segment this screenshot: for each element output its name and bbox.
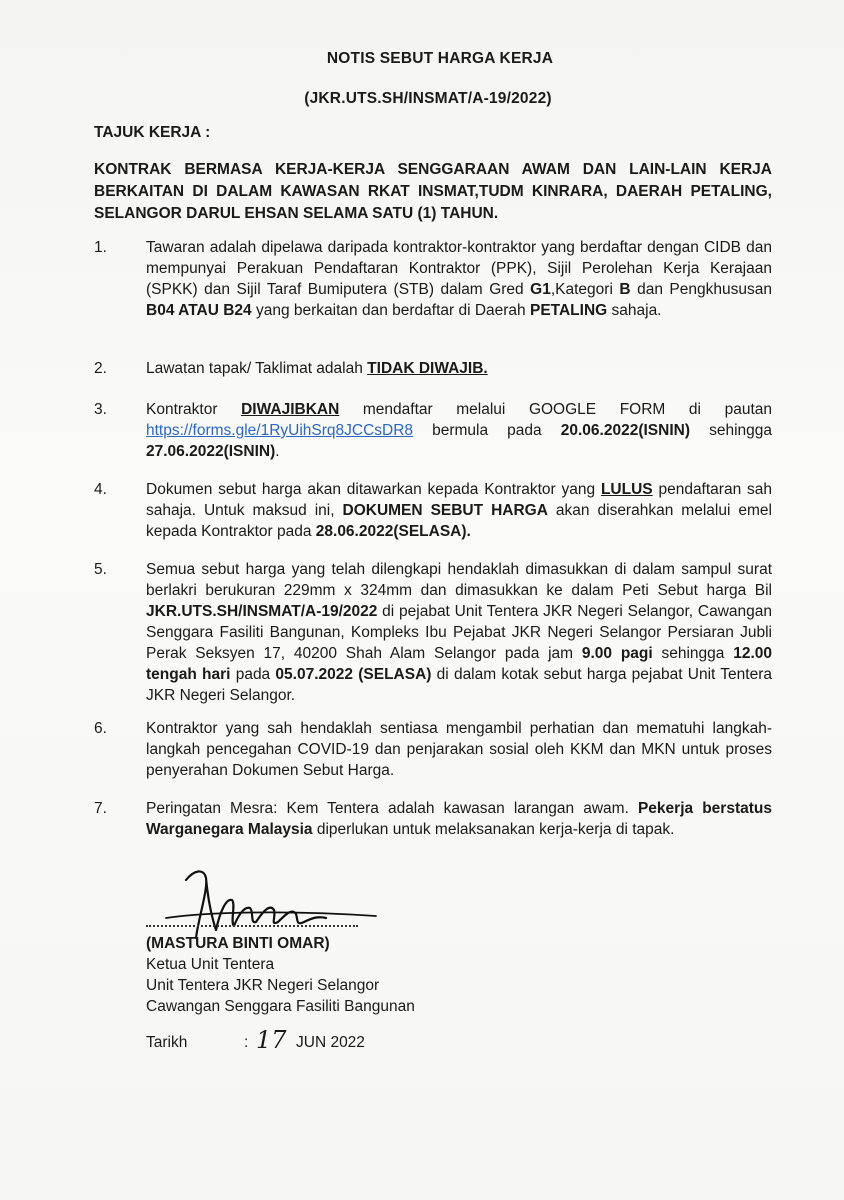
signatory-block: [146, 933, 415, 1017]
date-day-handwritten: 17: [256, 1026, 287, 1054]
signatory-name: (MASTURA BINTI OMAR): [146, 935, 330, 952]
item-number: 7.: [94, 800, 107, 817]
item-text-segment: Tawaran adalah dipelawa daripada kontraktor-kontraktor yang berdaftar dengan CIDB dan mempunyai Perakuan Pendaftaran Kontraktor (PPK), Sijil Perolehan Kerja Kerajaan (SPKK) dan Sijil Taraf Bumiputera (STB) dalam Gred: [146, 239, 772, 298]
list-item: [94, 718, 774, 781]
item-text-segment: akan diserahkan melalui emel kepada Kontraktor pada: [146, 502, 772, 540]
item-text-segment: dan Pengkhususan: [630, 281, 772, 298]
item-text-segment: diperlukan untuk melaksanakan kerja-kerja di tapak.: [312, 821, 675, 838]
item-text-segment: sahaja.: [607, 302, 662, 319]
list-item: [94, 399, 774, 462]
item-text: [146, 399, 772, 462]
item-text-bold: JKR.UTS.SH/INSMAT/A-19/2022: [146, 603, 378, 620]
date-label: Tarikh: [146, 1034, 188, 1051]
list-item: [94, 798, 774, 840]
item-text-segment: pendaftaran sah sahaja. Untuk maksud ini,: [146, 481, 773, 519]
item-text-segment: di dalam kotak sebut harga pejabat Unit Tentera JKR Negeri Selangor.: [146, 666, 772, 704]
item-text-bold: Pekerja berstatus Warganegara Malaysia: [146, 800, 772, 838]
item-number: 2.: [94, 360, 107, 377]
item-text-segment: ,Kategori: [550, 281, 620, 298]
item-number: 6.: [94, 720, 107, 737]
date-colon: :: [244, 1034, 249, 1051]
work-title-label: TAJUK KERJA :: [94, 124, 211, 141]
item-text: [146, 237, 772, 321]
date-month-year: JUN 2022: [296, 1034, 365, 1051]
work-title-text: KONTRAK BERMASA KERJA-KERJA SENGGARAAN AWAM DAN LAIN-LAIN KERJA BERKAITAN DI DALAM KAWASAN RKAT INSMAT,TUDM KINRARA, DAERAH PETALING, SELANGOR DARUL EHSAN SELAMA SATU (1) TAHUN.: [94, 161, 772, 222]
item-text-segment: di pejabat Unit Tentera JKR Negeri Selangor, Cawangan Senggara Fasiliti Bangunan, Kompleks Ibu Pejabat JKR Negeri Selangor Persiaran Jubli Perak Seksyen 17, 40200 Shah Alam Selangor pada jam: [146, 603, 772, 662]
item-number: 4.: [94, 481, 107, 498]
item-text-segment: bermula pada: [413, 422, 561, 439]
item-number: 3.: [94, 401, 107, 418]
list-item: [94, 237, 774, 321]
item-text-segment: sehingga: [652, 645, 734, 662]
item-text-segment: pada: [230, 666, 276, 683]
item-text-bold: 05.07.2022 (SELASA): [275, 666, 432, 683]
signatory-position: Ketua Unit Tentera: [146, 956, 275, 973]
item-number: 5.: [94, 561, 107, 578]
item-text: [146, 479, 772, 542]
signatory-branch: Cawangan Senggara Fasiliti Bangunan: [146, 998, 415, 1015]
item-text-bold: 28.06.2022(SELASA).: [315, 523, 471, 540]
item-text-segment: mendaftar melalui GOOGLE FORM di pautan: [339, 401, 772, 418]
item-text-segment: sehingga: [690, 422, 772, 439]
item-text-bold: 9.00 pagi: [581, 645, 653, 662]
notice-title: NOTIS SEBUT HARGA KERJA: [326, 50, 554, 67]
item-text-bold: DOKUMEN SEBUT HARGA: [342, 502, 548, 519]
item-text-segment: Semua sebut harga yang telah dilengkapi hendaklah dimasukkan di dalam sampul surat berlakri berukuran 229mm x 324mm dan dimasukkan ke dalam Peti Sebut harga Bil: [146, 561, 772, 599]
item-text-segment: Peringatan Mesra: Kem Tentera adalah kawasan larangan awam.: [146, 800, 638, 817]
list-item: [94, 559, 774, 706]
item-text-bold-underlined: LULUS: [600, 481, 653, 498]
list-item: [94, 479, 774, 542]
item-text-segment: Kontraktor: [146, 401, 242, 418]
item-number: 1.: [94, 239, 107, 256]
item-text-bold-underlined: DIWAJIBKAN: [241, 401, 340, 418]
signature-line: [146, 925, 358, 927]
google-form-link[interactable]: https://forms.gle/1RyUihSrq8JCCsDR8: [146, 422, 414, 439]
date-line: [146, 1026, 365, 1054]
item-text-bold: G1: [530, 281, 551, 298]
item-text: [146, 718, 772, 781]
item-text-segment: Lawatan tapak/ Taklimat adalah: [146, 360, 368, 377]
item-text-bold: 27.06.2022(ISNIN): [146, 443, 276, 460]
item-text-bold: B: [619, 281, 631, 298]
item-text: [146, 559, 772, 706]
item-text: [146, 358, 772, 379]
item-text-segment: Dokumen sebut harga akan ditawarkan kepada Kontraktor yang: [146, 481, 601, 498]
item-text-bold: 12.00 tengah hari: [146, 645, 772, 683]
item-text-bold: PETALING: [529, 302, 608, 319]
item-text-segment: Kontraktor yang sah hendaklah sentiasa mengambil perhatian dan mematuhi langkah-langkah pencegahan COVID-19 dan penjarakan sosial oleh KKM dan MKN untuk proses penyerahan Dokumen Sebut Harga.: [146, 720, 772, 779]
item-text: [146, 798, 772, 840]
reference-number: (JKR.UTS.SH/INSMAT/A-19/2022): [304, 90, 552, 107]
item-text-bold: 20.06.2022(ISNIN): [560, 422, 690, 439]
item-text-segment: .: [275, 443, 280, 460]
signatory-unit: Unit Tentera JKR Negeri Selangor: [146, 977, 380, 994]
list-item: [94, 358, 774, 379]
item-text-bold: B04 ATAU B24: [146, 302, 252, 319]
item-text-bold-underlined: TIDAK DIWAJIB.: [367, 360, 488, 377]
item-text-segment: yang berkaitan dan berdaftar di Daerah: [251, 302, 530, 319]
